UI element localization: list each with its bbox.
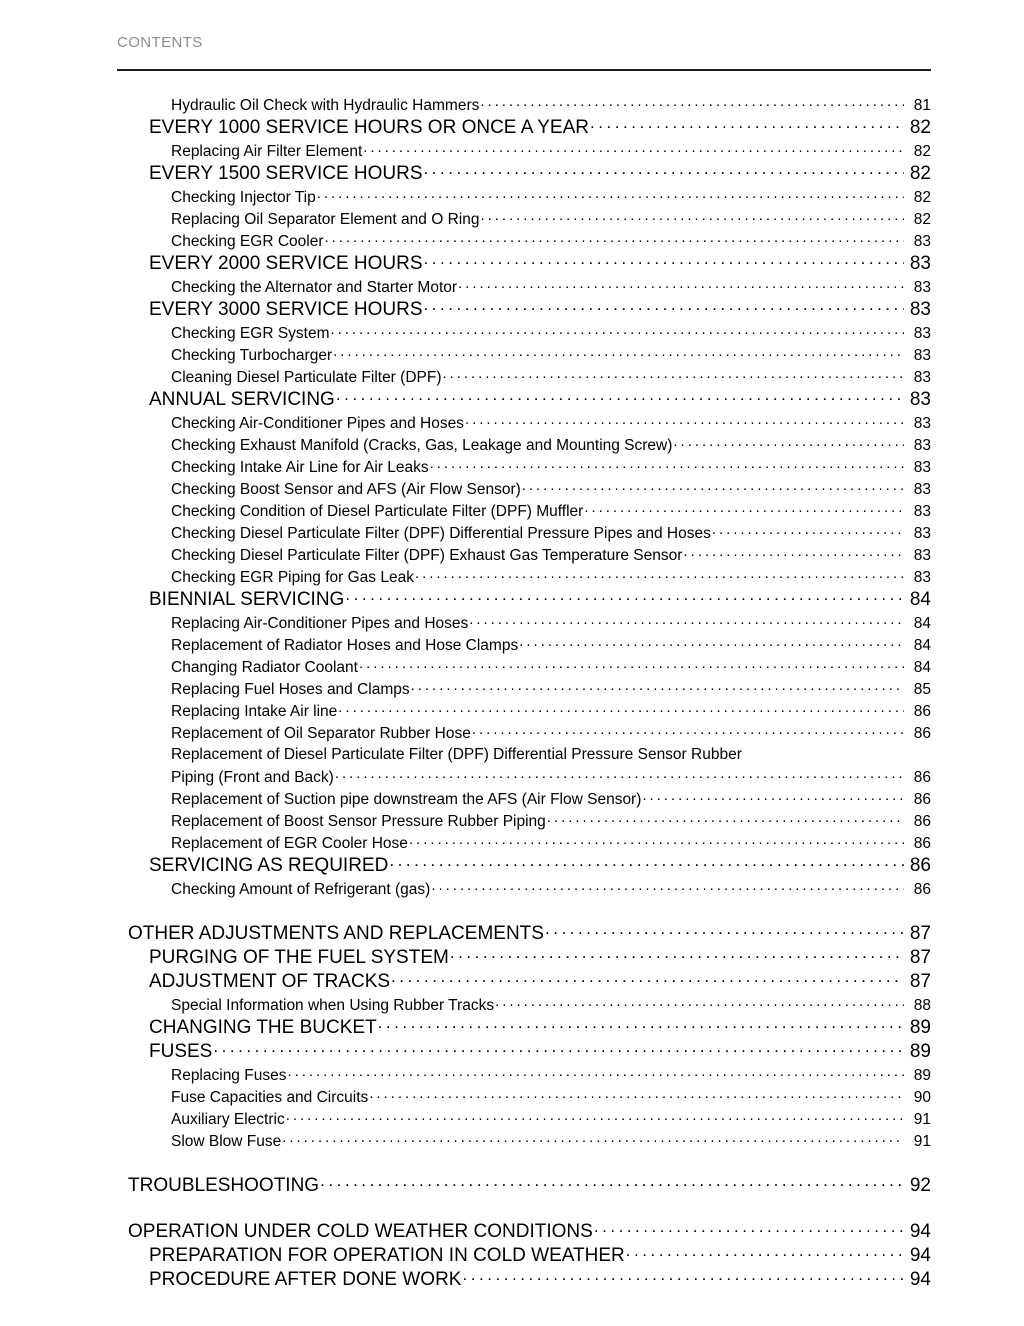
toc-entry-title: Checking EGR Cooler [171,233,324,250]
toc-entry[interactable] [117,322,931,344]
toc-entry-page-number: 82 [913,211,931,228]
toc-entry-title: Checking Intake Air Line for Air Leaks [171,459,429,476]
toc-entry[interactable] [117,1016,931,1040]
toc-entry-title: Cleaning Diesel Particulate Filter (DPF) [171,369,442,386]
toc-entry-title: Checking Diesel Particulate Filter (DPF) Differential Pressure Pipes and Hoses [171,525,711,542]
toc-dot-leader [320,1175,904,1191]
toc-entry-title: OPERATION UNDER COLD WEATHER CONDITIONS [128,1221,593,1242]
running-header [117,33,931,53]
toc-entry-page-number: 94 [909,1245,931,1266]
toc-entry-title: Checking Air-Conditioner Pipes and Hoses [171,415,464,432]
toc-entry-title: Changing Radiator Coolant [171,659,358,676]
toc-entry-page-number: 82 [913,143,931,160]
toc-entry[interactable] [117,344,931,366]
toc-entry[interactable] [117,186,931,208]
toc-dot-leader [495,994,904,1010]
toc-dot-leader [430,456,904,472]
toc-entry-title: Special Information when Using Rubber Tracks [171,997,495,1014]
toc-dot-leader [369,1086,904,1102]
toc-dot-leader [424,253,904,269]
toc-entry-title: Checking Injector Tip [171,189,316,206]
toc-entry-title: Replacing Air Filter Element [171,143,363,160]
toc-dot-leader [333,344,904,360]
toc-entry-page-number: 83 [913,459,931,476]
toc-dot-leader [363,140,904,156]
toc-entry-page-number: 94 [909,1221,931,1242]
toc-entry[interactable] [117,1064,931,1086]
toc-entry-page-number: 89 [909,1041,931,1062]
toc-entry-title: Fuse Capacities and Circuits [171,1089,369,1106]
toc-entry[interactable] [117,970,931,994]
toc-dot-leader [286,1108,904,1124]
toc-entry[interactable] [117,810,931,832]
toc-entry[interactable] [117,1040,931,1064]
toc-entry-page-number: 83 [913,233,931,250]
toc-entry[interactable] [117,1244,931,1268]
toc-entry-page-number: 83 [913,569,931,586]
toc-dot-leader [480,94,904,110]
toc-entry-page-number: 83 [913,325,931,342]
toc-dot-leader [462,1269,904,1285]
toc-dot-leader [345,589,904,605]
toc-entry-title: TROUBLESHOOTING [128,1175,320,1196]
toc-entry[interactable] [117,612,931,634]
toc-dot-leader [282,1130,904,1146]
toc-entry[interactable] [117,434,931,456]
toc-entry[interactable] [117,388,931,412]
toc-entry-title: EVERY 2000 SERVICE HOURS [149,253,423,274]
toc-entry-page-number: 83 [913,503,931,520]
toc-dot-leader [359,656,904,672]
toc-entry[interactable] [117,656,931,678]
toc-entry[interactable] [117,588,931,612]
toc-entry-page-number: 89 [913,1067,931,1084]
toc-entry-page-number: 84 [913,615,931,632]
toc-entry[interactable] [117,522,931,544]
toc-entry-page-number: 82 [913,189,931,206]
toc-entry-title: Replacement of Suction pipe downstream the AFS (Air Flow Sensor) [171,791,642,808]
toc-entry[interactable] [117,500,931,522]
toc-entry[interactable] [117,678,931,700]
toc-entry-title: EVERY 1500 SERVICE HOURS [149,163,423,184]
toc-entry-page-number: 87 [909,947,931,968]
toc-dot-leader [480,208,904,224]
toc-dot-leader [213,1041,904,1057]
toc-entry-page-number: 83 [913,369,931,386]
toc-entry-page-number: 83 [913,547,931,564]
toc-entry[interactable] [117,922,931,946]
toc-dot-leader [519,634,904,650]
toc-dot-leader [415,566,904,582]
toc-dot-leader [442,366,904,382]
toc-entry[interactable] [117,478,931,500]
toc-entry-title: Checking the Alternator and Starter Motor [171,279,458,296]
toc-entry[interactable] [117,456,931,478]
toc-entry-title: CHANGING THE BUCKET [149,1017,377,1038]
toc-entry-page-number: 87 [909,971,931,992]
toc-dot-leader [336,389,904,405]
toc-entry[interactable] [117,208,931,230]
toc-dot-leader [626,1245,904,1261]
toc-dot-leader [590,117,904,133]
toc-entry[interactable] [117,1130,931,1152]
toc-entry-title: Replacement of Radiator Hoses and Hose Clamps [171,637,519,654]
toc-entry-title: Replacing Oil Separator Element and O Ring [171,211,480,228]
toc-entry-page-number: 83 [913,279,931,296]
toc-entry[interactable] [117,298,931,322]
toc-entry-title: BIENNIAL SERVICING [149,589,345,610]
toc-dot-leader [683,544,904,560]
toc-entry-title: Replacing Intake Air line [171,703,338,720]
toc-dot-leader [431,878,904,894]
toc-entry-title: Replacing Air-Conditioner Pipes and Hoses [171,615,469,632]
toc-entry-page-number: 87 [909,923,931,944]
toc-entry[interactable] [117,276,931,298]
toc-entry-page-number: 84 [909,589,931,610]
toc-entry-title: Checking Diesel Particulate Filter (DPF) Exhaust Gas Temperature Sensor [171,547,683,564]
toc-entry[interactable] [117,854,931,878]
toc-entry-title: Replacement of Oil Separator Rubber Hose [171,725,471,742]
toc-dot-leader [324,230,904,246]
toc-entry[interactable] [117,1086,931,1108]
toc-entry[interactable] [117,566,931,588]
toc-dot-leader [545,923,904,939]
toc-entry-page-number: 84 [913,637,931,654]
toc-entry-page-number: 83 [913,437,931,454]
running-header-label: CONTENTS [117,34,203,51]
toc-entry[interactable] [117,722,931,744]
toc-entry-title: EVERY 1000 SERVICE HOURS OR ONCE A YEAR [149,117,589,138]
toc-entry[interactable] [117,1174,931,1198]
toc-entry-page-number: 90 [913,1089,931,1106]
toc-entry[interactable] [117,700,931,722]
toc-entry-page-number: 83 [913,481,931,498]
toc-entry[interactable] [117,994,931,1016]
toc-entry-title: OTHER ADJUSTMENTS AND REPLACEMENTS [128,923,544,944]
toc-dot-leader [424,299,904,315]
toc-entry-page-number: 83 [909,253,931,274]
toc-entry[interactable] [117,1268,931,1292]
toc-entry-title: PROCEDURE AFTER DONE WORK [149,1269,462,1290]
toc-entry-title: Replacing Fuel Hoses and Clamps [171,681,410,698]
toc-dot-leader [450,947,904,963]
toc-entry-page-number: 83 [909,389,931,410]
toc-entry[interactable] [117,252,931,276]
toc-entry-page-number: 86 [913,881,931,898]
toc-entry-title: Replacing Fuses [171,1067,287,1084]
toc-entry-title: EVERY 3000 SERVICE HOURS [149,299,423,320]
toc-entry-page-number: 86 [913,835,931,852]
toc-entry-title: Auxiliary Electric [171,1111,285,1128]
toc-entry-page-number: 91 [913,1133,931,1150]
toc-dot-leader [547,810,904,826]
header-divider-rule [117,69,931,71]
toc-entry-page-number: 83 [913,525,931,542]
toc-entry-title: Checking Amount of Refrigerant (gas) [171,881,431,898]
toc-entry-title: Checking Turbocharger [171,347,333,364]
toc-entry-title: ANNUAL SERVICING [149,389,335,410]
toc-entry-page-number: 89 [909,1017,931,1038]
toc-entry-page-number: 91 [913,1111,931,1128]
toc-entry[interactable] [117,544,931,566]
toc-entry-title: Checking EGR System [171,325,330,342]
toc-dot-leader [391,971,904,987]
toc-dot-leader [584,500,904,516]
toc-entry-title: SERVICING AS REQUIRED [149,855,389,876]
toc-dot-leader [472,722,904,738]
toc-entry-title: PREPARATION FOR OPERATION IN COLD WEATHER [149,1245,625,1266]
toc-entry-title: Checking Boost Sensor and AFS (Air Flow Sensor) [171,481,521,498]
toc-entry-page-number: 86 [913,725,931,742]
toc-entry-page-number: 88 [913,997,931,1014]
toc-entry[interactable] [117,832,931,854]
toc-entry[interactable] [117,634,931,656]
toc-entry-title: Hydraulic Oil Check with Hydraulic Hammers [171,97,480,114]
toc-entry-title: Replacement of EGR Cooler Hose [171,835,408,852]
toc-entry-title: Slow Blow Fuse [171,1133,282,1150]
toc-entry[interactable] [117,878,931,900]
toc-entry[interactable] [117,1220,931,1244]
toc-entry-page-number: 82 [909,117,931,138]
toc-entry-title: Checking Condition of Diesel Particulate Filter (DPF) Muffler [171,503,584,520]
toc-dot-leader [338,700,904,716]
toc-entry-page-number: 83 [913,347,931,364]
toc-entry-title: ADJUSTMENT OF TRACKS [149,971,391,992]
toc-entry[interactable] [117,744,931,766]
toc-dot-leader [331,322,905,338]
toc-entry-page-number: 86 [909,855,931,876]
toc-entry-page-number: 83 [913,415,931,432]
toc-dot-leader [522,478,904,494]
toc-entry[interactable] [117,116,931,140]
toc-entry[interactable] [117,946,931,970]
toc-dot-leader [469,612,904,628]
toc-entry[interactable] [117,366,931,388]
toc-dot-leader [465,412,904,428]
toc-entry-title: PURGING OF THE FUEL SYSTEM [149,947,449,968]
toc-dot-leader [712,522,904,538]
toc-dot-leader [458,276,904,292]
toc-dot-leader [335,766,904,782]
toc-entry[interactable] [117,1108,931,1130]
toc-entry-page-number: 94 [909,1269,931,1290]
toc-dot-leader [673,434,904,450]
toc-dot-leader [287,1064,904,1080]
toc-entry-title: Replacement of Diesel Particulate Filter (DPF) Differential Pressure Sensor Rubber [171,746,742,763]
toc-entry[interactable] [117,140,931,162]
toc-entry-title: FUSES [149,1041,213,1062]
toc-dot-leader [642,788,904,804]
toc-entry[interactable] [117,788,931,810]
table-of-contents [0,94,1024,1292]
toc-dot-leader [411,678,904,694]
toc-entry[interactable] [117,162,931,186]
toc-entry-page-number: 81 [913,97,931,114]
toc-entry-title: Replacement of Boost Sensor Pressure Rubber Piping [171,813,546,830]
toc-entry-title: Piping (Front and Back) [171,769,334,786]
toc-entry-page-number: 82 [909,163,931,184]
toc-entry-page-number: 83 [909,299,931,320]
toc-entry-page-number: 86 [913,791,931,808]
toc-entry-page-number: 86 [913,813,931,830]
toc-entry[interactable] [117,230,931,252]
toc-dot-leader [594,1221,904,1237]
toc-entry-page-number: 92 [909,1175,931,1196]
toc-dot-leader [389,855,904,871]
toc-dot-leader [317,186,904,202]
toc-entry-page-number: 86 [913,769,931,786]
toc-entry-title: Checking Exhaust Manifold (Cracks, Gas, Leakage and Mounting Screw) [171,437,673,454]
toc-entry[interactable] [117,94,931,116]
toc-entry-page-number: 84 [913,659,931,676]
toc-entry-title: Checking EGR Piping for Gas Leak [171,569,414,586]
toc-dot-leader [409,832,904,848]
toc-entry[interactable] [117,766,931,788]
toc-entry-page-number: 85 [913,681,931,698]
toc-dot-leader [424,163,904,179]
toc-entry-page-number: 86 [913,703,931,720]
toc-entry[interactable] [117,412,931,434]
toc-dot-leader [378,1017,904,1033]
